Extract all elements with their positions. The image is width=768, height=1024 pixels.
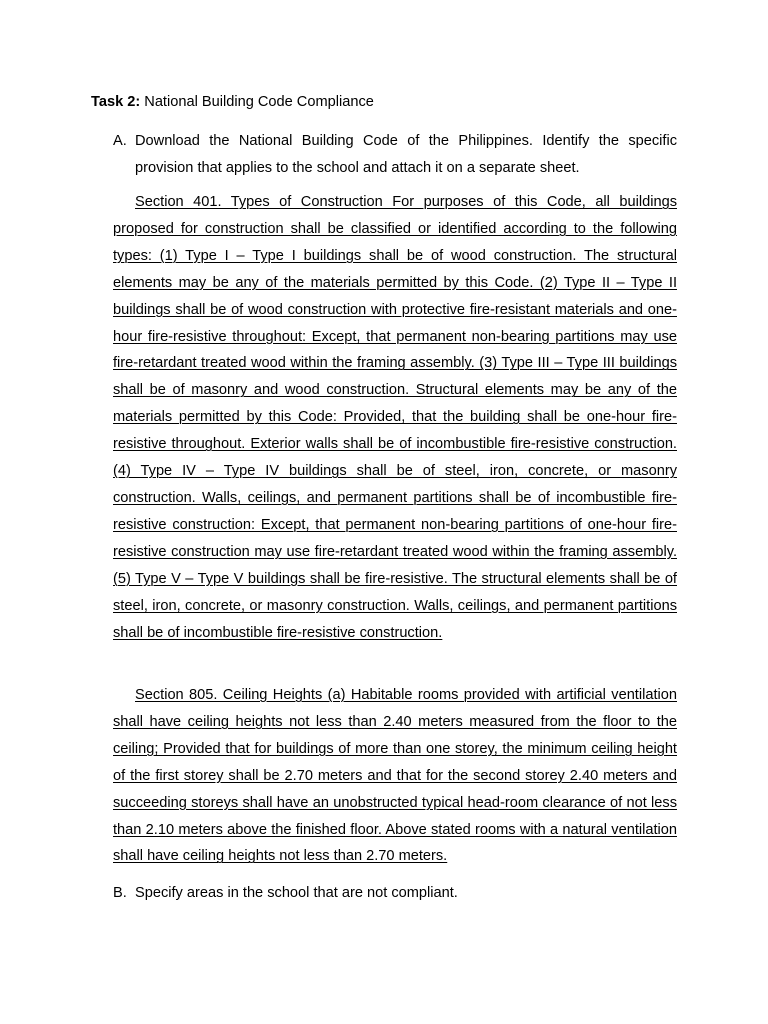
list-marker-b: B. bbox=[113, 885, 127, 901]
section-805-text: Section 805. Ceiling Heights (a) Habitable rooms provided with artificial ventilation shall have ceiling heights not less than 2.40 meters measured from the floor to the ceiling; Provided that for buildings of more than one storey, the minimum ceiling height of the first storey shall be 2.70 meters and that for the second storey 2.40 meters and succeeding storeys shall have an unobstructed typical head-room clearance of not less than 2.10 meters above the finished floor. Above stated rooms with a natural ventilation shall have ceiling heights not less than 2.70 meters. bbox=[113, 687, 677, 865]
task-title: National Building Code Compliance bbox=[144, 94, 374, 110]
task-heading bbox=[91, 93, 374, 111]
list-marker-a: A. bbox=[113, 133, 127, 149]
task-label: Task 2: bbox=[91, 94, 141, 110]
section-401-text: Section 401. Types of Construction For purposes of this Code, all buildings proposed for construction shall be classified or identified according to the following types: (1) Type I – Type I buildings shall be of wood construction. The structural elements may be any of the materials permitted by this Code. (2) Type II – Type II buildings shall be of wood construction with protective fire-resistant materials and one-hour fire-resistive throughout: Except, that permanent non-bearing partitions may use fire-retardant treated wood within the framing assembly. (3) Type III – Type III buildings shall be of masonry and wood construction. Structural elements may be any of the materials permitted by this Code: Provided, that the building shall be one-hour fire-resistive throughout. Exterior walls shall be of incombustible fire-resistive construction. (4) Type IV – Type IV buildings shall be of steel, iron, concrete, or masonry construction. Walls, ceilings, and permanent partitions shall be of incombustible fire-resistive construction: Except, that permanent non-bearing partitions of one-hour fire-resistive construction may use fire-retardant treated wood within the framing assembly. (5) Type V – Type V buildings shall be fire-resistive. The structural elements shall be of steel, iron, concrete, or masonry construction. Walls, ceilings, and permanent partitions shall be of incombustible fire-resistive construction. bbox=[113, 194, 677, 641]
list-item-a bbox=[113, 128, 677, 182]
list-text-a: Download the National Building Code of the Philippines. Identify the specific provision that applies to the school and attach it on a separate sheet. bbox=[135, 133, 677, 176]
list-item-b bbox=[113, 881, 677, 905]
list-text-b: Specify areas in the school that are not compliant. bbox=[135, 885, 458, 901]
